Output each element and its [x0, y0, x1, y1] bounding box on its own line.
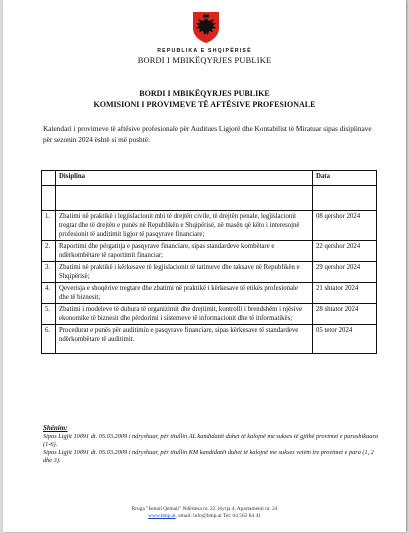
spacer-cell — [56, 186, 313, 211]
website-link[interactable]: www.bmp.al — [148, 513, 176, 519]
row-date: 08 qershor 2024 — [313, 211, 377, 241]
row-discipline: Procedurat e punës për auditimin e pasqyrave financiare, sipas kërkesave të standardeve ndërkombëtare të auditimit. — [56, 325, 313, 354]
table-row — [42, 241, 377, 262]
header-cell-date: Data — [313, 171, 377, 186]
row-number: 6. — [42, 325, 56, 354]
footer-address: Rruga "Ismail Qemali" Ndërtesa nr. 22, Hyrja 4, Apartamenti nr. 24 — [131, 506, 278, 512]
row-discipline: Zbatimi në praktikë i legjislacionit mbi të drejtën civile, të drejtën penale, legjislacionit tregtar dhe të drejtën e punës në Republikën e Shqipërisë, në masën që këto i interesojnë profesionit të auditimit ligjor të pasqyrave financiare; — [56, 211, 313, 241]
row-number: 5. — [42, 304, 56, 325]
row-discipline: Raportimi dhe përgatitja e pasqyrave financiare, sipas standardeve kombëtare e ndërkombëtare të raportimit financiar; — [56, 241, 313, 262]
table-row — [42, 262, 377, 283]
page-footer — [3, 506, 406, 520]
note-line-1: Sipas Ligjit 10091 dt. 05.03.2009 i ndryshuar, për titullin AL kandidatët duhet të kalojnë me sukses të gjithë provimet e parashikuara (1-6). — [43, 433, 378, 448]
footer-contact — [3, 513, 406, 520]
document-page — [3, 0, 406, 532]
row-number: 2. — [42, 241, 56, 262]
table-spacer-row — [42, 186, 377, 211]
notes-section — [43, 424, 378, 465]
heading-line-2: KOMISIONI I PROVIMEVE TË AFTËSIVE PROFESIONALE — [93, 100, 316, 109]
albanian-eagle-emblem-icon — [189, 10, 223, 44]
spacer-cell — [313, 186, 377, 211]
table-row — [42, 211, 377, 241]
row-date: 05 tetor 2024 — [313, 325, 377, 354]
table-row — [42, 304, 377, 325]
header-cell-discipline: Disiplina — [56, 171, 313, 186]
table-row — [42, 283, 377, 304]
row-date: 21 shtator 2024 — [313, 283, 377, 304]
org-title: BORDI I MBIKËQYRJES PUBLIKE — [137, 56, 272, 65]
row-number: 1. — [42, 211, 56, 241]
notes-title: Shënim: — [43, 424, 68, 432]
table-row — [42, 325, 377, 354]
row-number: 3. — [42, 262, 56, 283]
exam-calendar-table — [41, 170, 377, 354]
row-date: 28 shtator 2024 — [313, 304, 377, 325]
row-discipline: Qeverisja e shoqërive tregtare dhe zbatimi në praktikë i kërkesave të etikës profesionale dhe të biznesit; — [56, 283, 313, 304]
row-date: 22 qershor 2024 — [313, 241, 377, 262]
header-cell-no — [42, 171, 56, 186]
intro-paragraph: Kalendari i provimeve të aftësive profesionale për Auditues Ligjorë dhe Kontabilist të Miratuar sipas disiplinave për sezonin 2024 është si më poshtë: — [43, 124, 372, 144]
republic-title: REPUBLIKA E SHQIPËRISË — [157, 48, 252, 54]
row-discipline: Zbatimi në praktikë i kërkesave të legjislacionit të tatimeve dhe taksave në Republikën e Shqipërisë; — [56, 262, 313, 283]
note-line-2: Sipas Ligjit 10091 dt. 05.03.2009 i ndryshuar, për titullin KM kandidatët duhet të kalojnë me sukses vetëm tre provimet e para (1, 2 dhe 3). — [43, 449, 374, 464]
document-heading — [3, 88, 406, 110]
row-number: 4. — [42, 283, 56, 304]
table-header-row — [42, 171, 377, 186]
row-date: 29 qershor 2024 — [313, 262, 377, 283]
heading-line-1: BORDI I MBIKËQYRJES PUBLIKE — [139, 89, 270, 98]
spacer-cell — [42, 186, 56, 211]
footer-contact-details: , email: info@bmp.al Tel: 04 562 84 41 — [175, 513, 261, 519]
row-discipline: Zbatimi i modeleve të duhura të organizimit dhe drejtimit, kontrolli i brendshëm i njësive ekonomike të biznesit dhe përdorimi i sistemeve të informacionit dhe të informatikës; — [56, 304, 313, 325]
